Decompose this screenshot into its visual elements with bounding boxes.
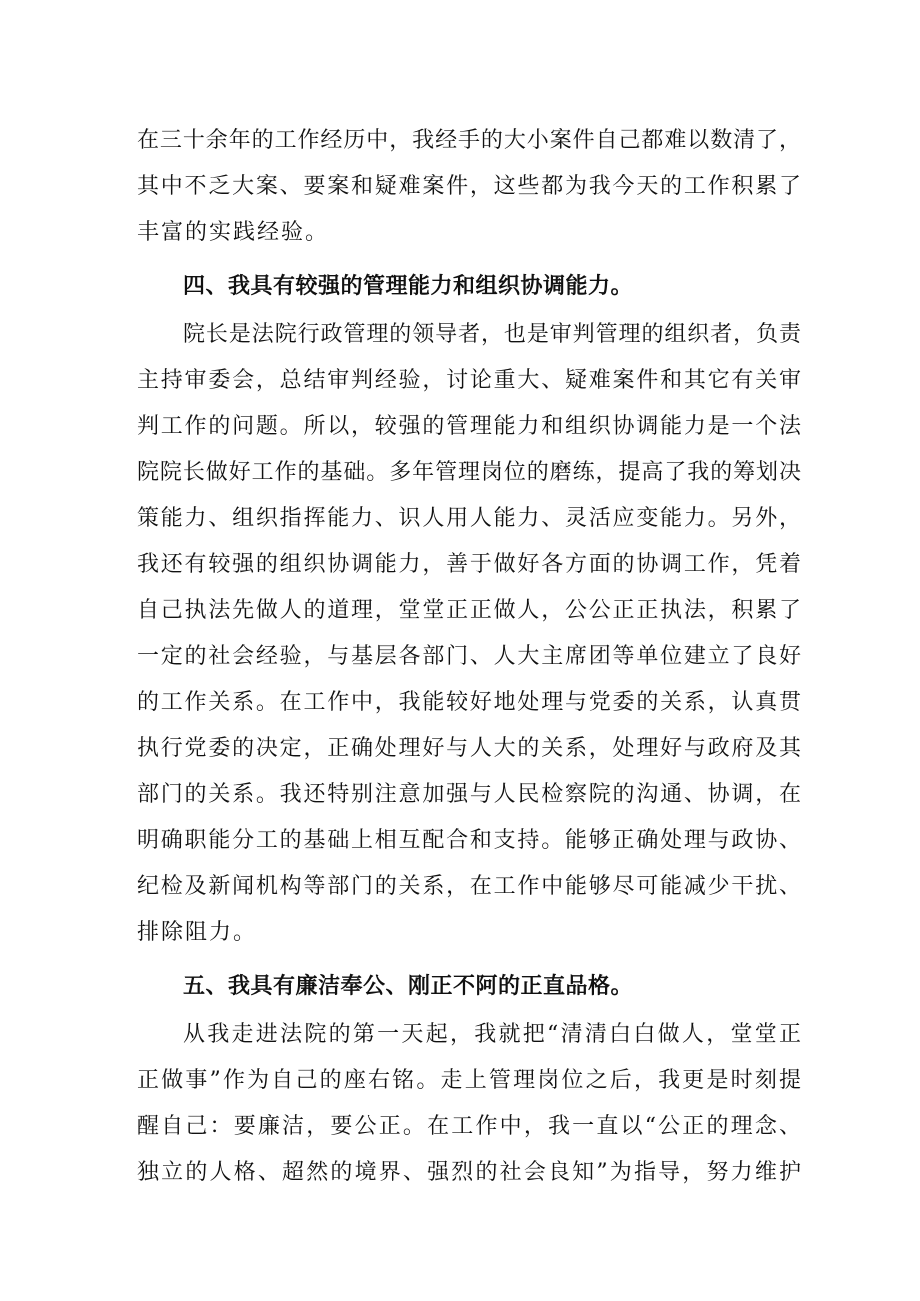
paragraph-line: 主持审委会，总结审判经验，讨论重大、疑难案件和其它有关审 [137, 368, 801, 393]
paragraph-line: 丰富的实践经验。 [137, 220, 330, 245]
paragraph-line: 纪检及新闻机构等部门的关系，在工作中能够尽可能减少干扰、 [137, 874, 801, 899]
paragraph-line: 我还有较强的组织协调能力，善于做好各方面的协调工作，凭着 [137, 552, 801, 577]
paragraph-line: 部门的关系。我还特别注意加强与人民检察院的沟通、协调，在 [137, 782, 801, 807]
paragraph-line: 排除阻力。 [137, 920, 258, 945]
document-body [137, 118, 801, 1196]
paragraph-line: 醒自己：要廉洁，要公正。在工作中，我一直以“公正的理念、 [137, 1114, 801, 1139]
section-heading-5: 五、我具有廉洁奉公、刚正不阿的正直品格。 [183, 974, 634, 999]
paragraph-line: 其中不乏大案、要案和疑难案件，这些都为我今天的工作积累了 [137, 174, 801, 199]
paragraph-line: 院长是法院行政管理的领导者，也是审判管理的组织者，负责 [183, 322, 801, 347]
paragraph-line: 独立的人格、超然的境界、强烈的社会良知”为指导，努力维护 [137, 1160, 801, 1185]
paragraph-line: 从我走进法院的第一天起，我就把“清清白白做人，堂堂正 [183, 1022, 801, 1047]
paragraph-line: 院院长做好工作的基础。多年管理岗位的磨练，提高了我的筹划决 [137, 460, 801, 485]
paragraph-line: 正做事”作为自己的座右铭。走上管理岗位之后，我更是时刻提 [137, 1068, 801, 1093]
paragraph-line: 的工作关系。在工作中，我能较好地处理与党委的关系，认真贯 [137, 690, 801, 715]
paragraph-line: 策能力、组织指挥能力、识人用人能力、灵活应变能力。另外， [137, 506, 801, 531]
section-heading-4: 四、我具有较强的管理能力和组织协调能力。 [183, 274, 634, 299]
paragraph-line: 明确职能分工的基础上相互配合和支持。能够正确处理与政协、 [137, 828, 801, 853]
paragraph-line: 执行党委的决定，正确处理好与人大的关系，处理好与政府及其 [137, 736, 801, 761]
paragraph-line: 判工作的问题。所以，较强的管理能力和组织协调能力是一个法 [137, 414, 801, 439]
paragraph-line: 自己执法先做人的道理，堂堂正正做人，公公正正执法，积累了 [137, 598, 801, 623]
paragraph-line: 一定的社会经验，与基层各部门、人大主席团等单位建立了良好 [137, 644, 801, 669]
paragraph-line: 在三十余年的工作经历中，我经手的大小案件自己都难以数清了， [137, 128, 801, 153]
